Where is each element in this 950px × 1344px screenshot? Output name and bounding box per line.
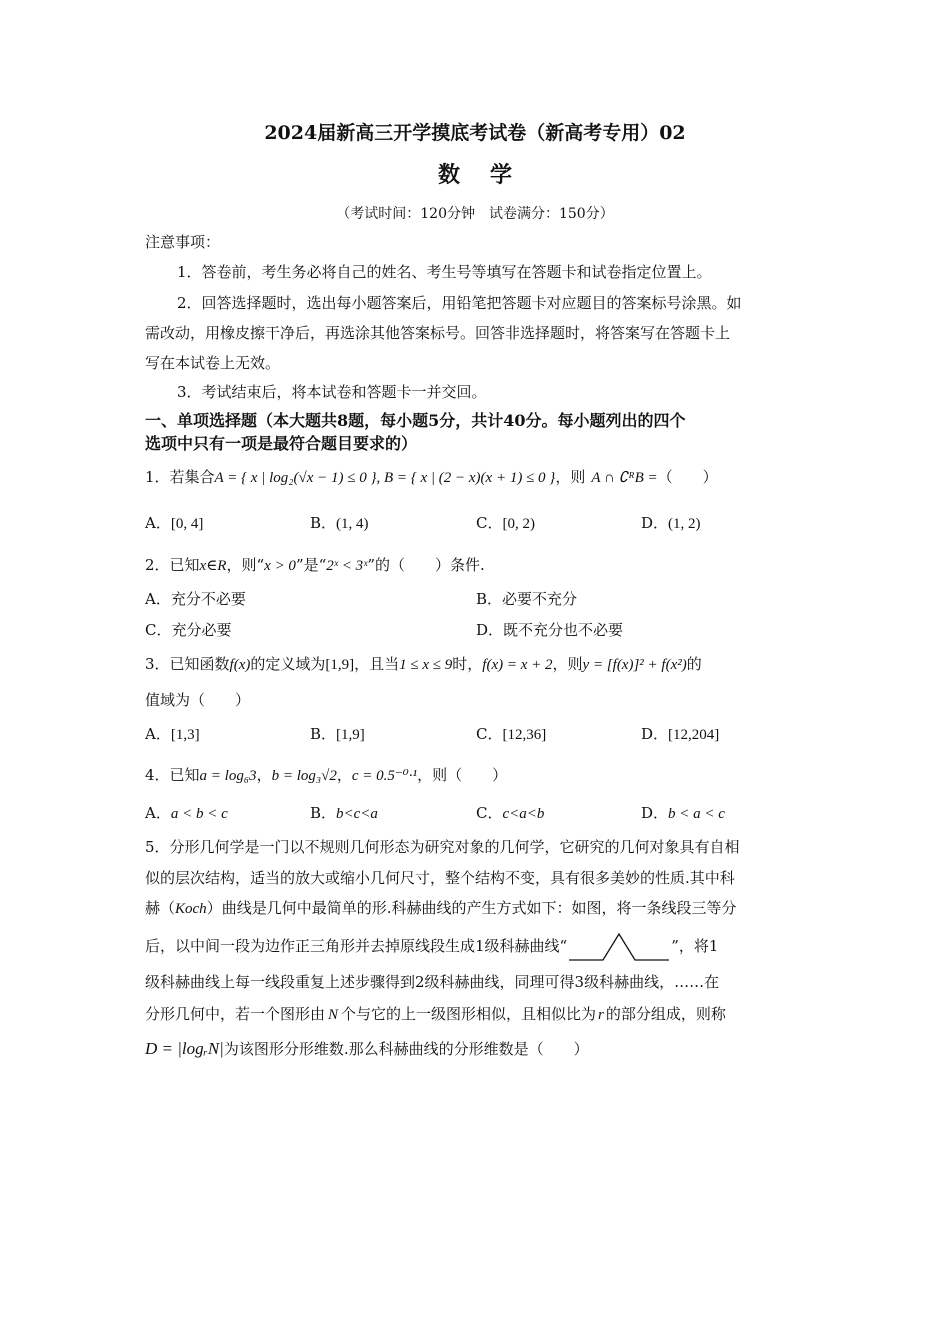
q3-mid-2: ，且当 — [354, 655, 400, 673]
q4-option-c-label: C． — [476, 804, 503, 822]
note-item-1: 1．答卷前，考生务必将自己的姓名、考生号等填写在答题卡和试卷指定位置上。 — [177, 263, 712, 281]
q3-option-c[interactable] — [476, 723, 546, 744]
question-5-line-1: 5．分形几何学是一门以不规则几何形态为研究对象的几何学，它研究的几何对象具有自相 — [145, 838, 740, 856]
q3-option-d-value: [12,204] — [668, 727, 720, 743]
q1-option-d[interactable] — [641, 512, 701, 533]
q3-suffix: 的 — [686, 655, 702, 673]
q2-prefix: 2．已知 — [145, 556, 200, 574]
q3-domain: [1,9] — [325, 657, 355, 673]
koch-curve-figure — [567, 930, 671, 964]
q4-c-def: c = 0.5⁻⁰·¹ — [351, 768, 418, 784]
q2-option-c[interactable]: C．充分必要 — [145, 621, 232, 639]
q4-option-b[interactable] — [310, 802, 378, 823]
q1-option-a[interactable] — [145, 512, 203, 533]
q5-line-4-a: 后，以中间一段为边作正三角形并去掉原线段生成1级科赫曲线“ — [145, 937, 568, 955]
q1-option-a-value: [0, 4] — [170, 516, 204, 532]
question-1-stem — [145, 466, 718, 487]
q4-sep-2: ， — [336, 766, 352, 784]
q5-var-n: N — [328, 1007, 339, 1023]
q1-option-d-value: (1, 2) — [668, 516, 701, 532]
section-1-heading-line-2: 选项中只有一项是最符合题目要求的） — [145, 434, 418, 453]
q4-prefix: 4．已知 — [145, 766, 200, 784]
q5-var-r: r — [598, 1007, 604, 1023]
q3-fx: f(x) — [229, 657, 251, 673]
note-item-2-line-1: 2．回答选择题时，选出每小题答案后，用铅笔把答题卡对应题目的答案标号涂黑。如 — [177, 294, 742, 312]
exam-subject: 数学 — [437, 162, 542, 188]
q3-option-a-label: A． — [145, 725, 171, 743]
q2-option-d[interactable]: D．既不充分也不必要 — [476, 621, 624, 639]
q3-option-d[interactable] — [641, 723, 719, 744]
q1-option-b-value: (1, 4) — [336, 516, 369, 532]
q5-line-6-a: 分形几何中，若一个图形由 — [145, 1005, 326, 1023]
q2-cond-x-gt-0: x > 0 — [264, 558, 296, 574]
notes-heading: 注意事项： — [145, 233, 221, 251]
q1-option-a-label: A． — [145, 514, 171, 532]
q1-option-c-label: C． — [476, 514, 503, 532]
q5-dimension-formula: D = |logᵣN| — [145, 1039, 224, 1058]
question-5-line-6 — [145, 1003, 726, 1024]
question-4-stem — [145, 764, 507, 785]
q5-line-3-b: ）曲线是几何中最简单的形.科赫曲线的产生方式如下：如图，将一条线段三等分 — [206, 899, 737, 917]
q2-mid-1: ，则“ — [226, 556, 265, 574]
q4-option-d-label: D． — [641, 804, 669, 822]
question-3-stem-line-2: 值域为（ ） — [145, 691, 251, 709]
q3-option-c-value: [12,36] — [502, 727, 547, 743]
question-5-line-4 — [145, 930, 718, 964]
q3-option-d-label: D． — [641, 725, 669, 743]
q1-option-c[interactable] — [476, 512, 535, 533]
q3-option-a[interactable] — [145, 723, 200, 744]
q5-koch-word: Koch — [175, 901, 207, 917]
q5-line-3-a: 赫（ — [145, 899, 176, 917]
q3-prefix: 3．已知函数 — [145, 655, 230, 673]
note-item-3: 3．考试结束后，将本试卷和答题卡一并交回。 — [177, 383, 487, 401]
exam-title: 2024届新高三开学摸底考试卷（新高考专用）02 — [264, 122, 686, 144]
q1-prefix: 1．若集合 — [145, 468, 215, 486]
q1-option-d-label: D． — [641, 514, 669, 532]
q3-y-expr: y = [f(x)]² + f(x²) — [582, 657, 687, 673]
q5-line-6-c: 的部分组成，则称 — [605, 1005, 726, 1023]
question-5-line-3 — [145, 897, 736, 918]
q2-mid-2: ”是“ — [295, 556, 327, 574]
q4-option-d-value: b < a < c — [668, 806, 725, 822]
q4-option-c-value: c<a<b — [502, 806, 545, 822]
q4-b-def: b = log₃√2 — [271, 768, 337, 784]
q4-option-a-label: A． — [145, 804, 171, 822]
q4-option-b-value: b<c<a — [336, 806, 378, 822]
q1-option-b-label: B． — [310, 514, 337, 532]
q3-mid-4: ，则 — [552, 655, 583, 673]
q3-mid-1: 的定义域为 — [250, 655, 326, 673]
note-item-2-line-2: 需改动，用橡皮擦干净后，再选涂其他答案标号。回答非选择题时，将答案写在答题卡上 — [145, 324, 731, 342]
q2-suffix: ”的（ ）条件. — [367, 556, 485, 574]
question-2-stem — [145, 554, 485, 575]
q3-option-b-value: [1,9] — [336, 727, 365, 743]
q3-range-cond: 1 ≤ x ≤ 9 — [399, 657, 453, 673]
q4-option-c[interactable] — [476, 802, 544, 823]
q1-option-c-value: [0, 2) — [502, 516, 535, 532]
q3-option-a-value: [1,3] — [170, 727, 200, 743]
q3-mid-3: 时， — [452, 655, 483, 673]
q1-expr: A ∩ ∁ᴿB = — [591, 470, 658, 486]
q3-option-b[interactable] — [310, 723, 365, 744]
q2-option-a[interactable]: A．充分不必要 — [145, 590, 246, 608]
question-3-stem-line-1 — [145, 653, 702, 674]
question-5-line-5: 级科赫曲线上每一线段重复上述步骤得到2级科赫曲线，同理可得3级科赫曲线，……在 — [145, 973, 720, 991]
q4-a-def: a = log₆3 — [199, 768, 257, 784]
q5-line-7-b: 为该图形分形维数.那么科赫曲线的分形维数是（ ） — [223, 1040, 589, 1058]
q1-paren: （ ） — [657, 468, 718, 486]
q5-line-6-b: 个与它的上一级图形相似，且相似比为 — [341, 1005, 597, 1023]
q4-option-d[interactable] — [641, 802, 725, 823]
q2-option-b[interactable]: B．必要不充分 — [476, 590, 578, 608]
q1-suffix: ，则 — [555, 468, 586, 486]
q2-cond-x-in-r: x∈R — [199, 558, 227, 574]
q4-option-a[interactable] — [145, 802, 228, 823]
q4-option-b-label: B． — [310, 804, 337, 822]
q4-suffix: ，则（ ） — [417, 766, 508, 784]
q3-def: f(x) = x + 2 — [482, 657, 553, 673]
q4-option-a-value: a < b < c — [170, 806, 228, 822]
q3-option-c-label: C． — [476, 725, 503, 743]
question-5-line-7 — [145, 1038, 589, 1059]
q5-line-4-b: ”，将1 — [671, 937, 719, 955]
q4-sep-1: ， — [256, 766, 272, 784]
q1-set-a: A = { x | log₂(√x − 1) ≤ 0 } — [214, 470, 377, 486]
q2-cond-power: 2ˣ < 3ˣ — [326, 558, 368, 574]
q1-set-b: , B = { x | (2 − x)(x + 1) ≤ 0 } — [376, 470, 556, 486]
section-1-heading-line-1: 一、单项选择题（本大题共8题，每小题5分，共计40分。每小题列出的四个 — [145, 411, 686, 430]
question-5-line-2: 似的层次结构，适当的放大或缩小几何尺寸，整个结构不变，具有很多美妙的性质.其中科 — [145, 869, 735, 887]
note-item-2-line-3: 写在本试卷上无效。 — [145, 354, 281, 372]
q3-option-b-label: B． — [310, 725, 337, 743]
q1-option-b[interactable] — [310, 512, 369, 533]
exam-time-info: （考试时间：120分钟 试卷满分：150分） — [336, 206, 614, 222]
